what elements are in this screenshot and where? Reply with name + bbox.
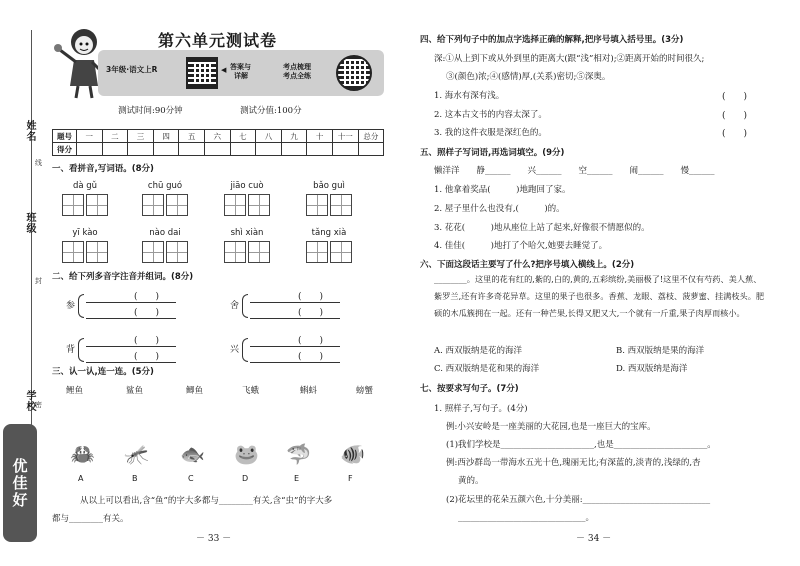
animal-name[interactable]: 蝌蚪 [300,386,318,396]
grid-cell[interactable] [330,194,352,216]
animal-letter: F [348,474,353,483]
writing-grid[interactable] [142,194,190,216]
grid-cell[interactable] [306,241,328,263]
q7-item-2[interactable]: (2)花坛里的花朵五颜六色,十分美丽:______________________________ [446,495,711,505]
qr-code-round-icon[interactable] [336,55,372,91]
answer-blank[interactable]: ( ) [86,289,176,303]
animal-picture-icon[interactable]: 🐸 [234,442,259,466]
table-cell[interactable] [358,143,384,156]
q5-item-1[interactable]: 1. 他拿着奖品( )地跑回了家。 [434,185,571,195]
animal-picture-icon[interactable]: 🦈 [286,442,311,466]
writing-grid[interactable] [62,241,110,263]
q7-sub-1: 1. 照样子,写句子。(4分) [434,404,528,414]
q7-item-2-cont[interactable]: ______________________________。 [458,513,595,523]
q5-item-2[interactable]: 2. 屋子里什么也没有,( )的。 [434,204,565,214]
table-cell[interactable] [128,143,154,156]
cut-mark: 线 [35,159,42,167]
polyphone-char: 参 [66,301,76,311]
writing-grid[interactable] [224,241,272,263]
writing-grid[interactable] [224,194,272,216]
grid-cell[interactable] [86,241,108,263]
answer-paren[interactable]: ( ) [722,111,748,121]
q5-item-3[interactable]: 3. 花花( )地从座位上站了起来,好像很不情愿似的。 [434,223,650,233]
answer-blank[interactable]: ( ) [86,305,176,319]
score-table [52,129,384,156]
q4-item-2: 2. 这本古文书的内容太深了。 [434,110,547,120]
answer-blank[interactable]: ( ) [86,349,176,363]
table-cell: 六 [204,130,230,143]
table-cell: 九 [281,130,307,143]
question-3-head: 三、认一认,连一连。(5分) [52,367,154,377]
cut-mark: 密 [35,401,42,409]
answer-label [230,63,251,81]
page-title: 第六单元测试卷 [158,31,278,50]
pinyin-label: yī kào [72,228,98,238]
table-cell: 十 [307,130,333,143]
q3-summary-line-1: 从以上可以看出,含“鱼”的字大多都与________有关,含“虫”的字大多 [80,496,333,506]
cut-mark: 封 [35,277,42,285]
q4-definition-2: ③(颜色)浓;④(感情)厚,(关系)密切;⑤深奥。 [446,72,611,82]
brace-icon [78,294,84,318]
answer-blank[interactable]: ( ) [250,305,340,319]
brace-icon [242,338,248,362]
grid-cell[interactable] [62,194,84,216]
q6-option-d[interactable]: D. 西双版纳是海洋 [616,364,688,374]
q3-summary-line-2: 都与________有关。 [52,514,129,524]
animal-picture-icon[interactable]: 🐠 [340,442,365,466]
arrow-left-icon: ◀ [221,66,227,74]
table-cell: 总分 [358,130,384,143]
table-cell[interactable] [256,143,282,156]
table-row [53,143,384,156]
school-label: 学校 [24,390,35,412]
qr-code-icon[interactable] [186,57,218,89]
pinyin-label: nào dai [149,228,181,238]
table-cell: 三 [128,130,154,143]
pinyin-label: tǎng xià [311,228,347,238]
writing-grid[interactable] [142,241,190,263]
grid-cell[interactable] [248,194,270,216]
table-cell: 八 [256,130,282,143]
pinyin-label: shì xiàn [230,228,264,238]
table-header-cell: 题号 [53,130,77,143]
question-6-head: 六、下面这段话主要写了什么?把序号填入横线上。(2分) [420,260,635,270]
animal-name[interactable]: 鲤鱼 [66,386,84,396]
grid-cell[interactable] [142,241,164,263]
question-4-head: 四、给下列句子中的加点字选择正确的解释,把序号填入括号里。(3分) [420,35,684,45]
q6-option-b[interactable]: B. 西双版纳是果的海洋 [616,346,705,356]
test-score: 测试分值:100分 [240,106,302,116]
table-header-cell: 得分 [53,143,77,156]
question-2-head: 二、给下列多音字注音并组词。(8分) [52,272,194,282]
animal-letter: E [294,474,300,483]
review-label-line: 考点梳理 [283,63,311,71]
answer-label-line: 详解 [234,72,248,80]
answer-paren[interactable]: ( ) [722,129,748,139]
q6-option-a[interactable]: A. 西双版纳是花的海洋 [434,346,523,356]
answer-blank[interactable]: ( ) [250,333,340,347]
grid-cell[interactable] [166,241,188,263]
review-label [283,63,311,81]
grid-cell[interactable] [142,194,164,216]
grid-cell[interactable] [62,241,84,263]
animal-name[interactable]: 鲨鱼 [126,386,144,396]
q4-item-3: 3. 我的这件衣服是深红色的。 [434,128,547,138]
animal-letter: C [188,474,194,483]
table-cell[interactable] [204,143,230,156]
grid-cell[interactable] [86,194,108,216]
animal-name[interactable]: 鲫鱼 [186,386,204,396]
question-5-head: 五、照样子写词语,再选词填空。(9分) [420,148,565,158]
pinyin-label: chū guó [147,181,183,191]
brace-icon [242,294,248,318]
pinyin-label: dà gǔ [72,181,98,191]
animal-picture-icon[interactable]: 🐟 [180,442,205,466]
table-row [53,130,384,143]
table-cell[interactable] [307,143,333,156]
table-cell: 七 [230,130,256,143]
grid-cell[interactable] [166,194,188,216]
table-cell[interactable] [102,143,128,156]
table-cell: 四 [153,130,179,143]
q5-item-4[interactable]: 4. 佳佳( )地打了个哈欠,她要去睡觉了。 [434,241,608,251]
animal-picture-icon[interactable]: 🦀 [70,442,95,466]
table-cell: 五 [179,130,205,143]
table-cell[interactable] [179,143,205,156]
answer-label-line: 答案与 [230,63,251,71]
animal-picture-icon[interactable]: 🦟 [124,442,149,466]
q5-words[interactable]: 懒洋洋 静______ 兴______ 空______ 闹______ 慢______ [434,166,715,176]
grid-cell[interactable] [224,194,246,216]
class-label: 班级 [24,212,35,234]
grid-cell[interactable] [330,241,352,263]
test-time: 测试时间:90分钟 [118,106,183,116]
grid-cell[interactable] [306,194,328,216]
grid-cell[interactable] [224,241,246,263]
animal-name[interactable]: 螃蟹 [356,386,374,396]
animal-letter: B [132,474,138,483]
question-7-head: 七、按要求写句子。(7分) [420,384,519,394]
table-cell: 一 [77,130,103,143]
page-number-right: － 34 － [576,534,612,544]
brace-icon [78,338,84,362]
answer-blank[interactable]: ( ) [250,349,340,363]
q7-example-2b: 黄的。 [458,476,484,486]
q6-passage: ________。这里的花有红的,紫的,白的,黄的,五彩缤纷,美丽极了!这里不仅有芍药、美人蕉、紫罗兰,还有许多奇花异草。这里的果子也很多。香蕉、龙眼、荔枝、菠萝蜜、挂满枝头。肥硕的木瓜簇拥在一起。还有一种芒果,长得又肥又大,一个就有一斤重,果子肉厚而核小。 [434,274,765,318]
table-cell: 十一 [332,130,358,143]
writing-grid[interactable] [306,194,354,216]
pinyin-label: jiāo cuò [230,181,264,191]
table-cell[interactable] [153,143,179,156]
q4-item-1: 1. 海水有深有浅。 [434,91,505,101]
page-number-left: － 33 － [196,534,232,544]
polyphone-char: 舍 [230,301,240,311]
grade-label: 3年级·语文上R [106,65,158,74]
table-cell: 二 [102,130,128,143]
polyphone-char: 背 [66,345,76,355]
animal-letter: A [78,474,84,483]
animal-name[interactable]: 飞蛾 [242,386,260,396]
q7-item-1[interactable]: (1)我们学校是______________________,也是______________________。 [446,440,716,450]
q4-definition-1: 深:①从上到下或从外到里的距离大(跟“浅”相对);②距离开始的时间很久; [434,54,705,64]
answer-blank[interactable]: ( ) [250,289,340,303]
writing-grid[interactable] [62,194,110,216]
table-cell[interactable] [281,143,307,156]
writing-grid[interactable] [306,241,354,263]
grid-cell[interactable] [248,241,270,263]
q7-example-1: 例:小兴安岭是一座美丽的大花园,也是一座巨大的宝库。 [446,422,656,432]
q7-example-2a: 例:西沙群岛一带海水五光十色,瑰丽无比;有深蓝的,淡青的,浅绿的,杏 [446,458,701,468]
table-cell[interactable] [230,143,256,156]
review-label-line: 考点全练 [283,72,311,80]
table-cell[interactable] [332,143,358,156]
polyphone-char: 兴 [230,345,240,355]
question-1-head: 一、看拼音,写词语。(8分) [52,164,154,174]
answer-blank[interactable]: ( ) [86,333,176,347]
animal-letter: D [242,474,249,483]
table-cell[interactable] [77,143,103,156]
q6-option-c[interactable]: C. 西双版纳是花和果的海洋 [434,364,540,374]
name-label: 姓名 [24,120,35,142]
pinyin-label: bǎo guì [313,181,345,191]
brand-logo: 优佳好 [3,424,37,542]
answer-paren[interactable]: ( ) [722,92,748,102]
